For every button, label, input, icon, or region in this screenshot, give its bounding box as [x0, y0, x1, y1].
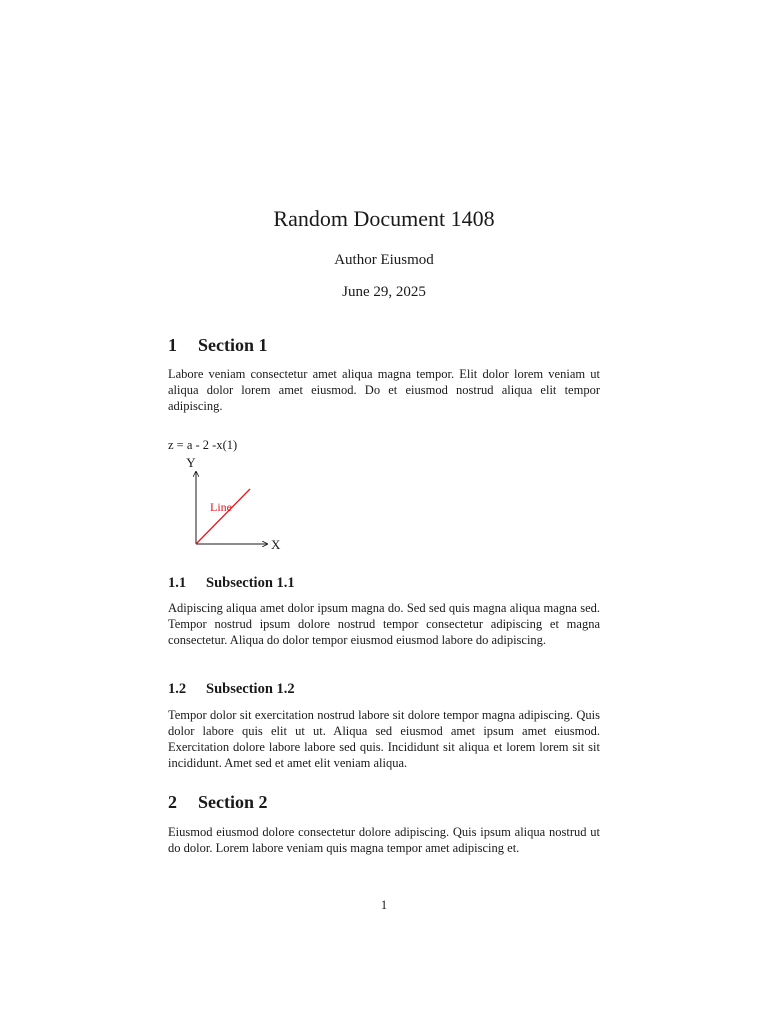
data-line [196, 489, 250, 544]
line-figure [168, 452, 298, 556]
subsection-paragraph: Tempor dolor sit exercitation nostrud labore sit dolore tempor magna adipiscing. Quis dolor labore quis elit ut ut. Aliqua sed eiusmod amet ipsum amet eiusmod. Exercitation dolore labore labore sed quis. Incididunt sit aliqua et lorem lorem sit sit incididunt. Amet sed et amet elit veniam aliqua. [168, 708, 600, 770]
subsection-heading [168, 573, 295, 593]
subsection-title: Subsection 1.2 [206, 681, 295, 697]
section-paragraph: Eiusmod eiusmod dolore consectetur dolore adipiscing. Quis ipsum aliqua nostrud ut do dolor. Lorem labore veniam quis magna tempor amet adipiscing et. [168, 825, 600, 855]
section-number: 2 [168, 792, 177, 812]
section-number: 1 [168, 335, 177, 355]
document-date: June 29, 2025 [342, 284, 426, 300]
section-heading [168, 790, 268, 814]
section-heading [168, 333, 268, 357]
subsection-heading [168, 679, 295, 699]
line-label: Line [210, 500, 232, 514]
section-title: Section 2 [198, 792, 268, 812]
y-axis-label: Y [186, 455, 196, 470]
subsection-paragraph: Adipiscing aliqua amet dolor ipsum magna do. Sed sed quis magna aliqua magna sed. Tempor nostrud ipsum dolore nostrud tempor consectetur adipiscing et magna consectetur. Aliqua do dolor tempor eiusmod eiusmod labore do adipiscing. [168, 601, 600, 647]
x-axis-label: X [271, 537, 281, 552]
document-title: Random Document 1408 [273, 206, 495, 231]
subsection-number: 1.2 [168, 681, 187, 697]
subsection-title: Subsection 1.1 [206, 575, 295, 591]
section-title: Section 1 [198, 335, 268, 355]
page-number: 1 [380, 898, 388, 912]
subsection-number: 1.1 [168, 575, 187, 591]
document-author: Author Eiusmod [334, 252, 434, 268]
section-paragraph: Labore veniam consectetur amet aliqua magna tempor. Elit dolor lorem veniam ut aliqua dolor lorem amet eiusmod. Do et eiusmod nostrud aliqua elit tempor adipiscing. [168, 367, 600, 413]
equation: z = a - 2 -x(1) [168, 438, 238, 452]
